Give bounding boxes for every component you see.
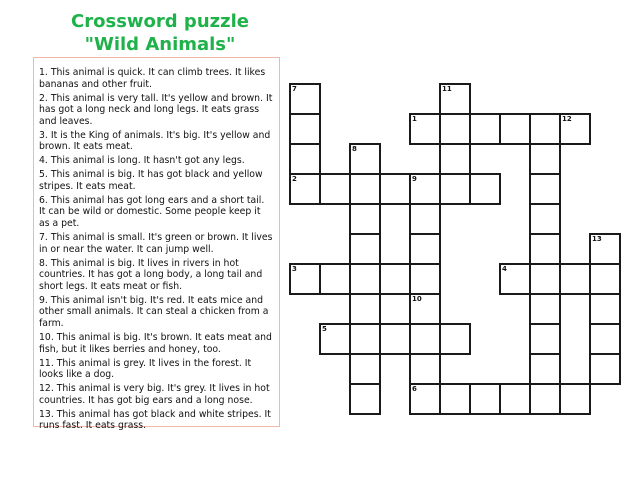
clue-number: 9 <box>412 175 417 183</box>
clue-6: 6. This animal has got long ears and a short tail. It can be wild or domestic. Some people keep it as a pet. <box>39 194 265 230</box>
clue-3: 3. It is the King of animals. It's big. It's yellow and brown. It eats meat. <box>39 129 271 153</box>
clue-5: 5. This animal is big. It has got black and yellow stripes. It eats meat. <box>39 169 263 192</box>
clue-11: 11. This animal is grey. It lives in the forest. It looks like a dog. <box>39 357 252 381</box>
clue-number: 2 <box>292 175 297 183</box>
crossword-cell[interactable] <box>349 233 381 265</box>
clue-7: 7. This animal is small. It's green or brown. It lives in or near the water. It can jump well. <box>39 232 273 255</box>
crossword-cell[interactable] <box>349 203 381 235</box>
crossword-cell[interactable] <box>379 323 411 355</box>
title-line-2: "Wild Animals" <box>84 34 236 55</box>
crossword-cell[interactable] <box>409 233 441 265</box>
clue-number: 10 <box>412 295 422 303</box>
crossword-cell[interactable] <box>529 293 561 325</box>
crossword-cell[interactable] <box>529 383 561 415</box>
clue-2: 2. This animal is very tall. It's yellow and brown. It has got a long neck and long legs. It eats grass and leaves. <box>39 92 273 127</box>
clue-number: 8 <box>352 145 357 153</box>
crossword-cell[interactable] <box>469 113 501 145</box>
crossword-cell[interactable] <box>349 383 381 415</box>
crossword-cell[interactable] <box>379 173 411 205</box>
clue-number: 4 <box>502 265 507 273</box>
crossword-cell[interactable] <box>529 173 561 205</box>
clue-9: 9. This animal isn't big. It's red. It eats mice and other small animals. It can steal a chicken from a farm. <box>39 294 269 329</box>
crossword-cell[interactable] <box>529 203 561 235</box>
crossword-cell[interactable] <box>439 173 471 205</box>
crossword-cell[interactable] <box>349 263 381 295</box>
crossword-cell[interactable] <box>529 353 561 385</box>
crossword-cell[interactable] <box>499 383 531 415</box>
crossword-cell[interactable] <box>559 263 591 295</box>
crossword-cell[interactable] <box>409 203 441 235</box>
crossword-cell[interactable] <box>289 143 321 175</box>
crossword-cell[interactable] <box>589 323 621 355</box>
crossword-cell[interactable] <box>439 323 471 355</box>
crossword-cell[interactable] <box>319 173 351 205</box>
title-line-1: Crossword puzzle <box>71 11 249 32</box>
clue-number: 12 <box>562 115 572 123</box>
clue-number: 5 <box>322 325 327 333</box>
crossword-cell[interactable] <box>319 263 351 295</box>
clue-number: 6 <box>412 385 417 393</box>
crossword-cell[interactable] <box>349 293 381 325</box>
crossword-cell[interactable] <box>439 143 471 175</box>
crossword-cell[interactable] <box>439 383 471 415</box>
crossword-cell[interactable] <box>349 173 381 205</box>
crossword-cell[interactable] <box>349 353 381 385</box>
clue-number: 1 <box>412 115 417 123</box>
clue-number: 13 <box>592 235 602 243</box>
clue-13: 13. This animal has got black and white stripes. It runs fast. It eats grass. <box>39 408 271 432</box>
crossword-cell[interactable] <box>409 353 441 385</box>
crossword-cell[interactable] <box>469 173 501 205</box>
clue-1: 1. This animal is quick. It can climb trees. It likes bananas and other fruit. <box>39 67 266 90</box>
crossword-cell[interactable] <box>589 353 621 385</box>
clue-4: 4. This animal is long. It hasn't got any legs. <box>39 155 245 167</box>
crossword-cell[interactable] <box>409 263 441 295</box>
clue-12: 12. This animal is very big. It's grey. It lives in hot countries. It has got big ears and a long nose. <box>39 383 270 406</box>
crossword-cell[interactable] <box>439 113 471 145</box>
crossword-cell[interactable] <box>499 113 531 145</box>
clue-10: 10. This animal is big. It's brown. It eats meat and fish, but it likes berries and honey, too. <box>39 331 272 355</box>
crossword-cell[interactable] <box>529 143 561 175</box>
crossword-cell[interactable] <box>349 323 381 355</box>
clue-number: 7 <box>292 85 297 93</box>
crossword-cell[interactable] <box>559 383 591 415</box>
clue-number: 3 <box>292 265 297 273</box>
crossword-cell[interactable] <box>409 323 441 355</box>
crossword-cell[interactable] <box>589 263 621 295</box>
crossword-cell[interactable] <box>379 263 411 295</box>
crossword-cell[interactable] <box>469 383 501 415</box>
crossword-cell[interactable] <box>529 263 561 295</box>
crossword-cell[interactable] <box>589 293 621 325</box>
crossword-cell[interactable] <box>529 113 561 145</box>
clue-8: 8. This animal is big. It lives in rivers in hot countries. It has got a long body, a long tail and short legs. It eats meat or fish. <box>39 257 263 292</box>
crossword-cell[interactable] <box>529 233 561 265</box>
clue-number: 11 <box>442 85 452 93</box>
crossword-cell[interactable] <box>529 323 561 355</box>
crossword-cell[interactable] <box>289 113 321 145</box>
